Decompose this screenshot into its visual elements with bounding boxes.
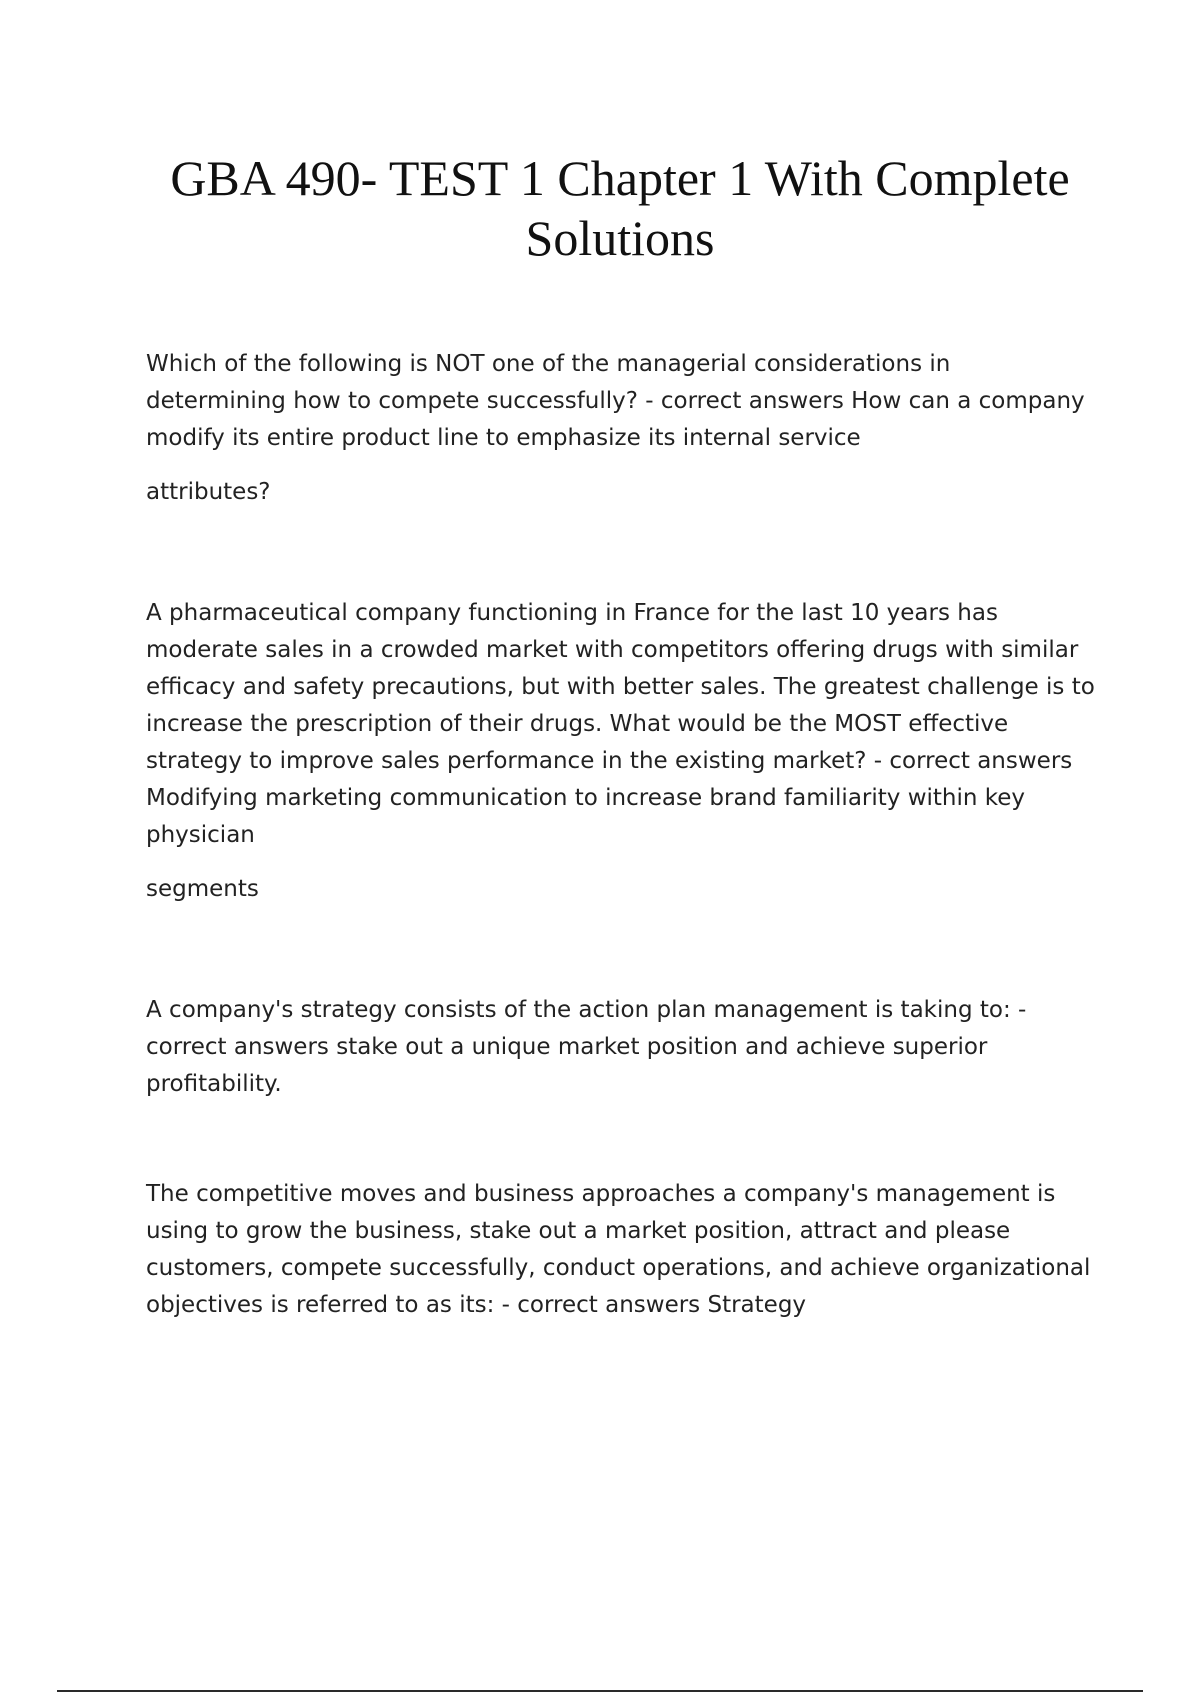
qa-item-3-line-1: A company's strategy consists of the action plan management is taking to: - [146,997,1027,1023]
qa-item-1 [146,346,1086,511]
spacer [146,511,1086,595]
qa-item-1-line-3: modify its entire product line to emphasize its internal service [146,425,861,451]
qa-item-1-line-2: determining how to compete successfully? - correct answers How can a company [146,388,1085,414]
question-answer-list [146,346,1095,1324]
qa-item-2-line-4: increase the prescription of their drugs. What would be the MOST effective [146,711,1009,737]
qa-item-2-line-6: Modifying marketing communication to increase brand familiarity within key [146,785,1026,811]
footer-divider [57,1690,1143,1692]
qa-item-2-tail: segments [146,876,259,902]
qa-item-2-line-7: physician [146,822,255,848]
spacer [146,908,1086,992]
qa-item-4-line-2: using to grow the business, stake out a market position, attract and please [146,1218,1011,1244]
qa-item-3-line-2: correct answers stake out a unique market position and achieve superior [146,1034,988,1060]
qa-item-4 [146,1176,1091,1324]
qa-item-1-tail: attributes? [146,479,271,505]
qa-item-1-line-1: Which of the following is NOT one of the managerial considerations in [146,351,951,377]
document-title: GBA 490- TEST 1 Chapter 1 With Complete Solutions [170,150,1070,266]
qa-item-2-line-1: A pharmaceutical company functioning in France for the last 10 years has [146,600,998,626]
qa-item-4-line-4: objectives is referred to as its: - correct answers Strategy [146,1292,807,1318]
qa-item-2-line-5: strategy to improve sales performance in the existing market? - correct answers [146,748,1073,774]
qa-item-4-line-3: customers, compete successfully, conduct operations, and achieve organizational [146,1255,1091,1281]
spacer [146,1103,1086,1176]
qa-item-2-line-3: efficacy and safety precautions, but with better sales. The greatest challenge is to [146,674,1095,700]
qa-item-2 [146,595,1095,908]
qa-item-4-line-1: The competitive moves and business approaches a company's management is [146,1181,1056,1207]
qa-item-2-line-2: moderate sales in a crowded market with competitors offering drugs with similar [146,637,1079,663]
qa-item-3 [146,992,1086,1103]
qa-item-3-line-3: profitability. [146,1071,282,1097]
